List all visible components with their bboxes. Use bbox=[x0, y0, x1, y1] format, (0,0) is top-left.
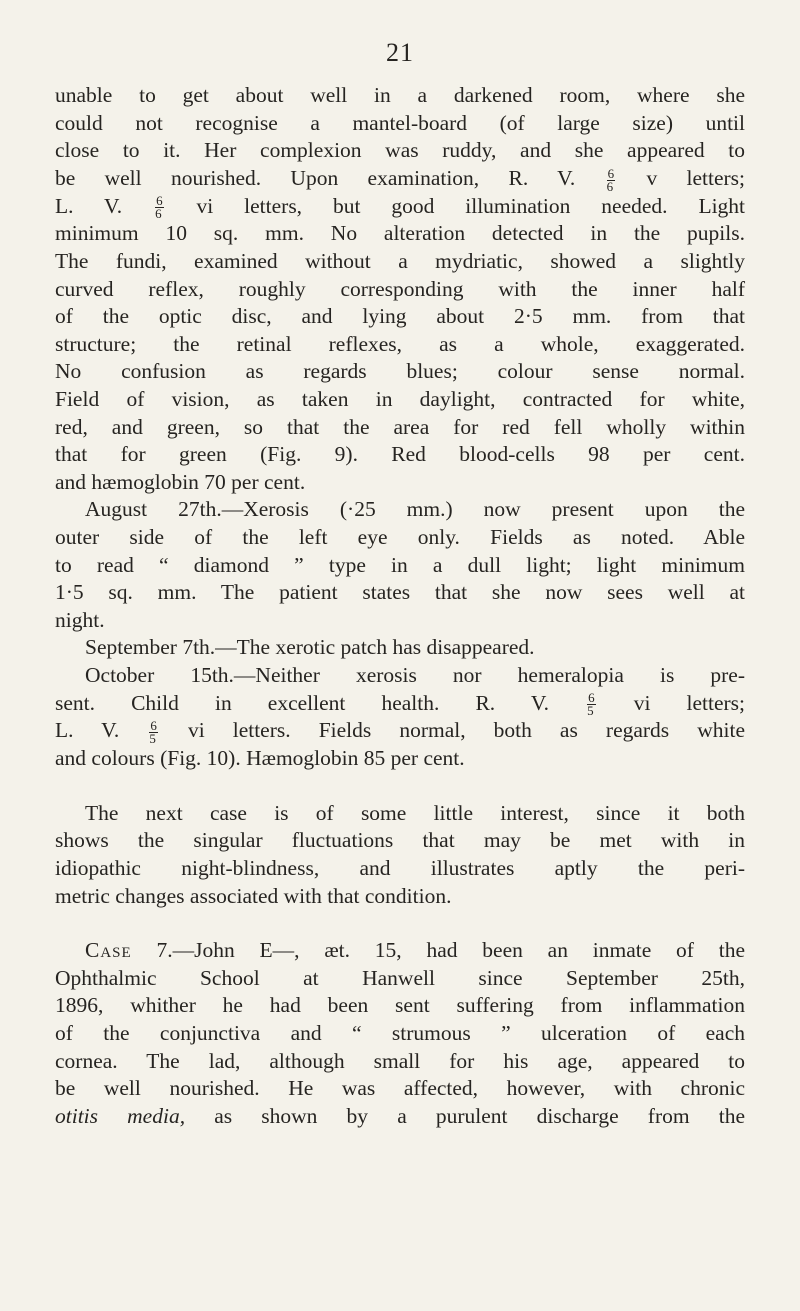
text-line bbox=[55, 193, 745, 221]
fraction-denominator: 6 bbox=[606, 178, 614, 194]
text-line: cornea. The lad, although small for his age, appeared to bbox=[55, 1048, 745, 1073]
text-line: September 7th.—The xerotic patch has disappeared. bbox=[85, 635, 535, 660]
fraction-numerator: 6 bbox=[588, 690, 595, 706]
text-line: Field of vision, as taken in daylight, contracted for white, bbox=[55, 387, 745, 412]
text-fragment: L. V. bbox=[55, 718, 120, 743]
text-line: August 27th.—Xerosis (·25 mm.) now present upon the bbox=[85, 497, 745, 522]
italic-term: otitis media, bbox=[55, 1103, 186, 1128]
text-line: curved reflex, roughly corresponding with the inner half bbox=[55, 276, 745, 301]
text-line: The fundi, examined without a mydriatic, showed a slightly bbox=[55, 249, 745, 274]
paragraph-gap bbox=[55, 773, 745, 800]
text-line: of the conjunctiva and “ strumous ” ulceration of each bbox=[55, 1021, 745, 1045]
text-line: be well nourished. He was affected, however, with chronic bbox=[55, 1076, 745, 1101]
fraction-denominator: 5 bbox=[149, 731, 156, 747]
text-fragment: sent. Child in excellent health. bbox=[55, 690, 440, 715]
text-line: night. bbox=[55, 607, 105, 632]
fraction-denominator: 5 bbox=[587, 703, 594, 719]
fraction-numerator: 6 bbox=[150, 718, 157, 734]
fraction-numerator: 6 bbox=[607, 165, 615, 181]
text-line: red, and green, so that the area for red fell wholly within bbox=[55, 414, 745, 439]
text-line: of the optic disc, and lying about 2·5 mm. from that bbox=[55, 304, 745, 329]
text-line: The next case is of some little interest, since it both bbox=[85, 800, 745, 825]
text-line: close to it. Her complexion was ruddy, and she appeared to bbox=[55, 138, 745, 163]
text-fragment: R. V. bbox=[475, 690, 549, 715]
text-line: 1896, whither he had been sent suffering from inflammation bbox=[55, 993, 745, 1018]
acuity-fraction bbox=[155, 195, 164, 220]
text-line: and hæmoglobin 70 per cent. bbox=[55, 469, 306, 494]
text-line: unable to get about well in a darkened room, where she bbox=[55, 83, 745, 107]
text-line bbox=[55, 717, 745, 745]
paragraph-1 bbox=[55, 82, 745, 496]
text-fragment: vi letters; bbox=[633, 690, 746, 715]
text-line: could not recognise a mantel-board (of large size) until bbox=[55, 110, 745, 135]
text-line: metric changes associated with that condition. bbox=[55, 883, 452, 908]
paragraph-next-case bbox=[55, 800, 745, 910]
text-line bbox=[55, 165, 745, 193]
text-line: shows the singular fluctuations that may be met with in bbox=[55, 828, 745, 853]
paragraph-october bbox=[55, 662, 745, 773]
text-fragment: vi letters. Fields normal, both as regards white bbox=[187, 718, 746, 743]
text-fragment: L. V. bbox=[55, 193, 123, 218]
paragraph-gap bbox=[55, 910, 745, 937]
body-text bbox=[55, 82, 745, 1130]
acuity-fraction bbox=[149, 720, 158, 745]
fraction-numerator: 6 bbox=[156, 193, 163, 209]
text-fragment: as shown by a purulent discharge from the bbox=[214, 1103, 745, 1128]
paragraph-september bbox=[55, 634, 745, 662]
text-fragment: v letters; bbox=[646, 165, 746, 190]
page-number: 21 bbox=[386, 38, 414, 67]
acuity-fraction bbox=[606, 165, 616, 194]
fraction-denominator: 6 bbox=[155, 206, 162, 222]
case-label: Case bbox=[85, 938, 132, 963]
text-line: to read “ diamond ” type in a dull light; light minimum bbox=[55, 552, 745, 577]
text-line: idiopathic night-blindness, and illustrates aptly the peri- bbox=[55, 856, 745, 881]
text-fragment: be well nourished. Upon examination, R. V. bbox=[55, 165, 576, 190]
text-line bbox=[55, 937, 745, 965]
text-line bbox=[55, 1103, 745, 1131]
text-fragment: 7.—John E—, æt. 15, had been an inmate of the bbox=[156, 938, 746, 963]
paragraph-case-7 bbox=[55, 937, 745, 1130]
text-line: that for green (Fig. 9). Red blood-cells 98 per cent. bbox=[55, 442, 745, 467]
text-fragment: vi letters, but good illumination needed. Light bbox=[196, 193, 746, 218]
text-line: outer side of the left eye only. Fields as noted. Able bbox=[55, 525, 745, 549]
acuity-fraction bbox=[587, 692, 596, 717]
text-line: Ophthalmic School at Hanwell since September 25th, bbox=[55, 965, 745, 990]
text-line: 1·5 sq. mm. The patient states that she now sees well at bbox=[55, 580, 745, 605]
text-line bbox=[55, 690, 745, 718]
text-line: structure; the retinal reflexes, as a whole, exaggerated. bbox=[55, 331, 745, 356]
text-line: October 15th.—Neither xerosis nor hemeralopia is pre- bbox=[85, 662, 745, 687]
paragraph-august bbox=[55, 496, 745, 634]
text-line: minimum 10 sq. mm. No alteration detected in the pupils. bbox=[55, 221, 745, 246]
text-line: and colours (Fig. 10). Hæmoglobin 85 per cent. bbox=[55, 746, 465, 771]
text-line: No confusion as regards blues; colour sense normal. bbox=[55, 359, 745, 384]
